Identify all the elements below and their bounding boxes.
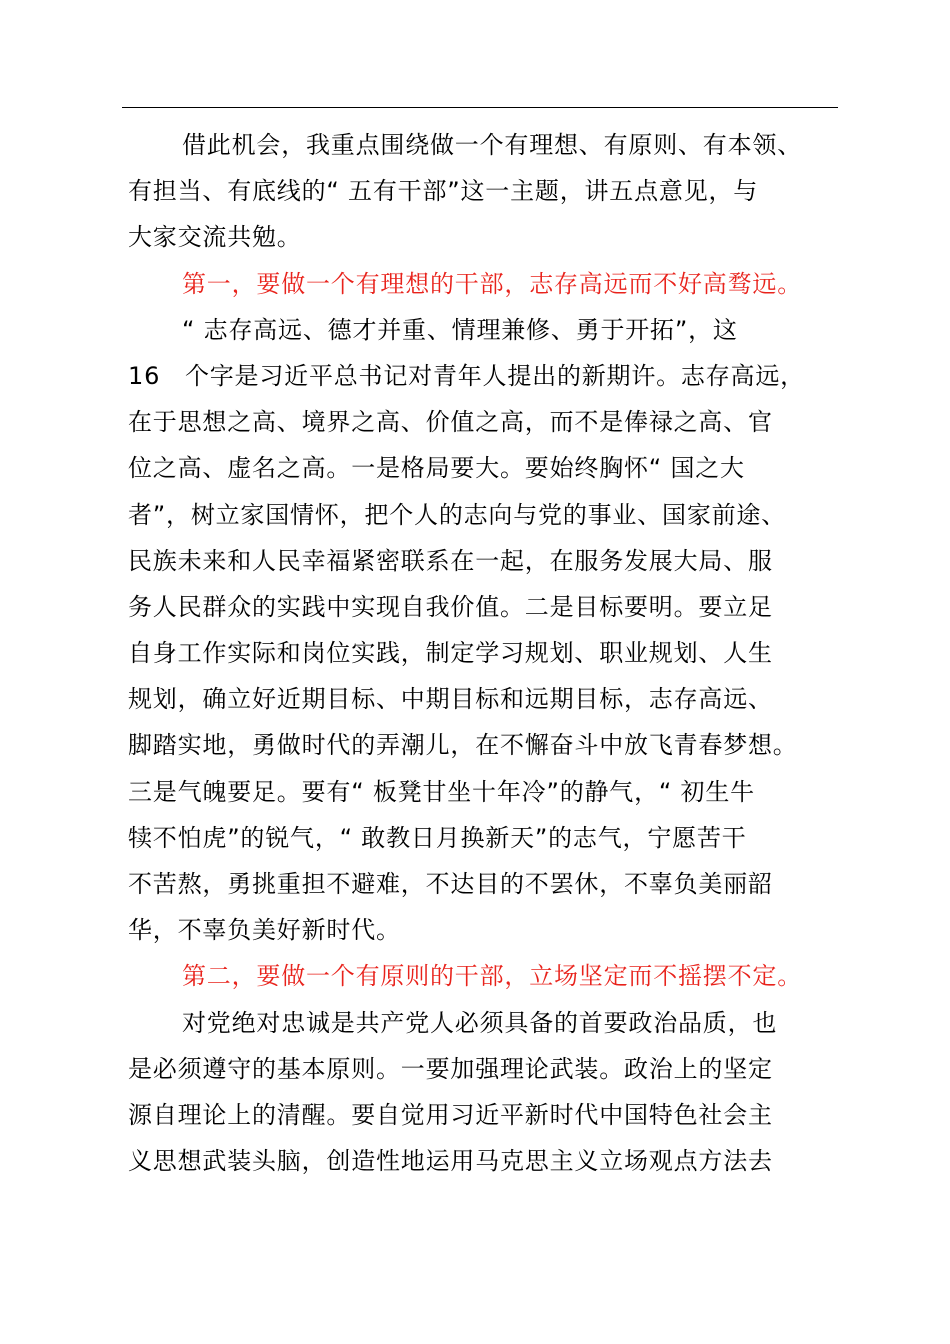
text-line: 脚踏实地，勇做时代的弄潮儿，在不懈奋斗中放飞青春梦想。 <box>128 731 798 760</box>
section-heading-second <box>128 953 858 999</box>
document-body <box>128 122 858 1184</box>
paragraph-intro <box>128 122 858 261</box>
text-line: 自身工作实际和岗位实践，制定学习规划、职业规划、人生 <box>128 639 773 668</box>
paragraph-first-section <box>128 307 858 954</box>
text-line: 在于思想之高、境界之高、价值之高，而不是俸禄之高、官 <box>128 408 773 437</box>
text-line: 三是气魄要足。要有“ 板凳甘坐十年冷”的静气，“ 初生牛 <box>128 777 755 806</box>
text-line: 大家交流共勉。 <box>128 223 302 252</box>
text-line: 不苦熬，勇挑重担不避难，不达目的不罢休，不辜负美丽韶 <box>128 870 773 898</box>
section-heading-first <box>128 261 858 307</box>
text-line: 16 个字是习近平总书记对青年人提出的新期许。志存高远， <box>128 361 805 390</box>
heading-line: 第一，要做一个有理想的干部，志存高远而不好高骛远。 <box>182 269 802 298</box>
text-line: 民族未来和人民幸福紧密联系在一起，在服务发展大局、服 <box>128 546 773 575</box>
text-line: 规划，确立好近期目标、中期目标和远期目标，志存高远、 <box>128 685 773 714</box>
text-line: 义思想武装头脑，创造性地运用马克思主义立场观点方法去 <box>128 1147 773 1176</box>
text-line: 有担当、有底线的“ 五有干部”这一主题，讲五点意见，与 <box>128 177 759 206</box>
paragraph-second-section <box>128 1000 858 1185</box>
text-line: 对党绝对忠诚是共产党人必须具备的首要政治品质，也 <box>182 1008 778 1037</box>
heading-line: 第二，要做一个有原则的干部，立场坚定而不摇摆不定。 <box>182 962 802 991</box>
text-line: 源自理论上的清醒。要自觉用习近平新时代中国特色社会主 <box>128 1100 773 1129</box>
header-rule <box>122 107 838 108</box>
text-line: 是必须遵守的基本原则。一要加强理论武装。政治上的坚定 <box>128 1054 773 1083</box>
text-line: 者”，树立家国情怀，把个人的志向与党的事业、国家前途、 <box>128 500 787 529</box>
text-line: 华，不辜负美好新时代。 <box>128 916 401 945</box>
text-line: 犊不怕虎”的锐气，“ 敢教日月换新天”的志气，宁愿苦干 <box>128 823 747 852</box>
text-line: 位之高、虚名之高。一是格局要大。要始终胸怀“ 国之大 <box>128 454 745 483</box>
text-line: 务人民群众的实践中实现自我价值。二是目标要明。要立足 <box>128 592 773 621</box>
text-line: 借此机会，我重点围绕做一个有理想、有原则、有本领、 <box>182 131 802 159</box>
text-line: “ 志存高远、德才并重、情理兼修、勇于开拓”，这 <box>182 315 738 344</box>
